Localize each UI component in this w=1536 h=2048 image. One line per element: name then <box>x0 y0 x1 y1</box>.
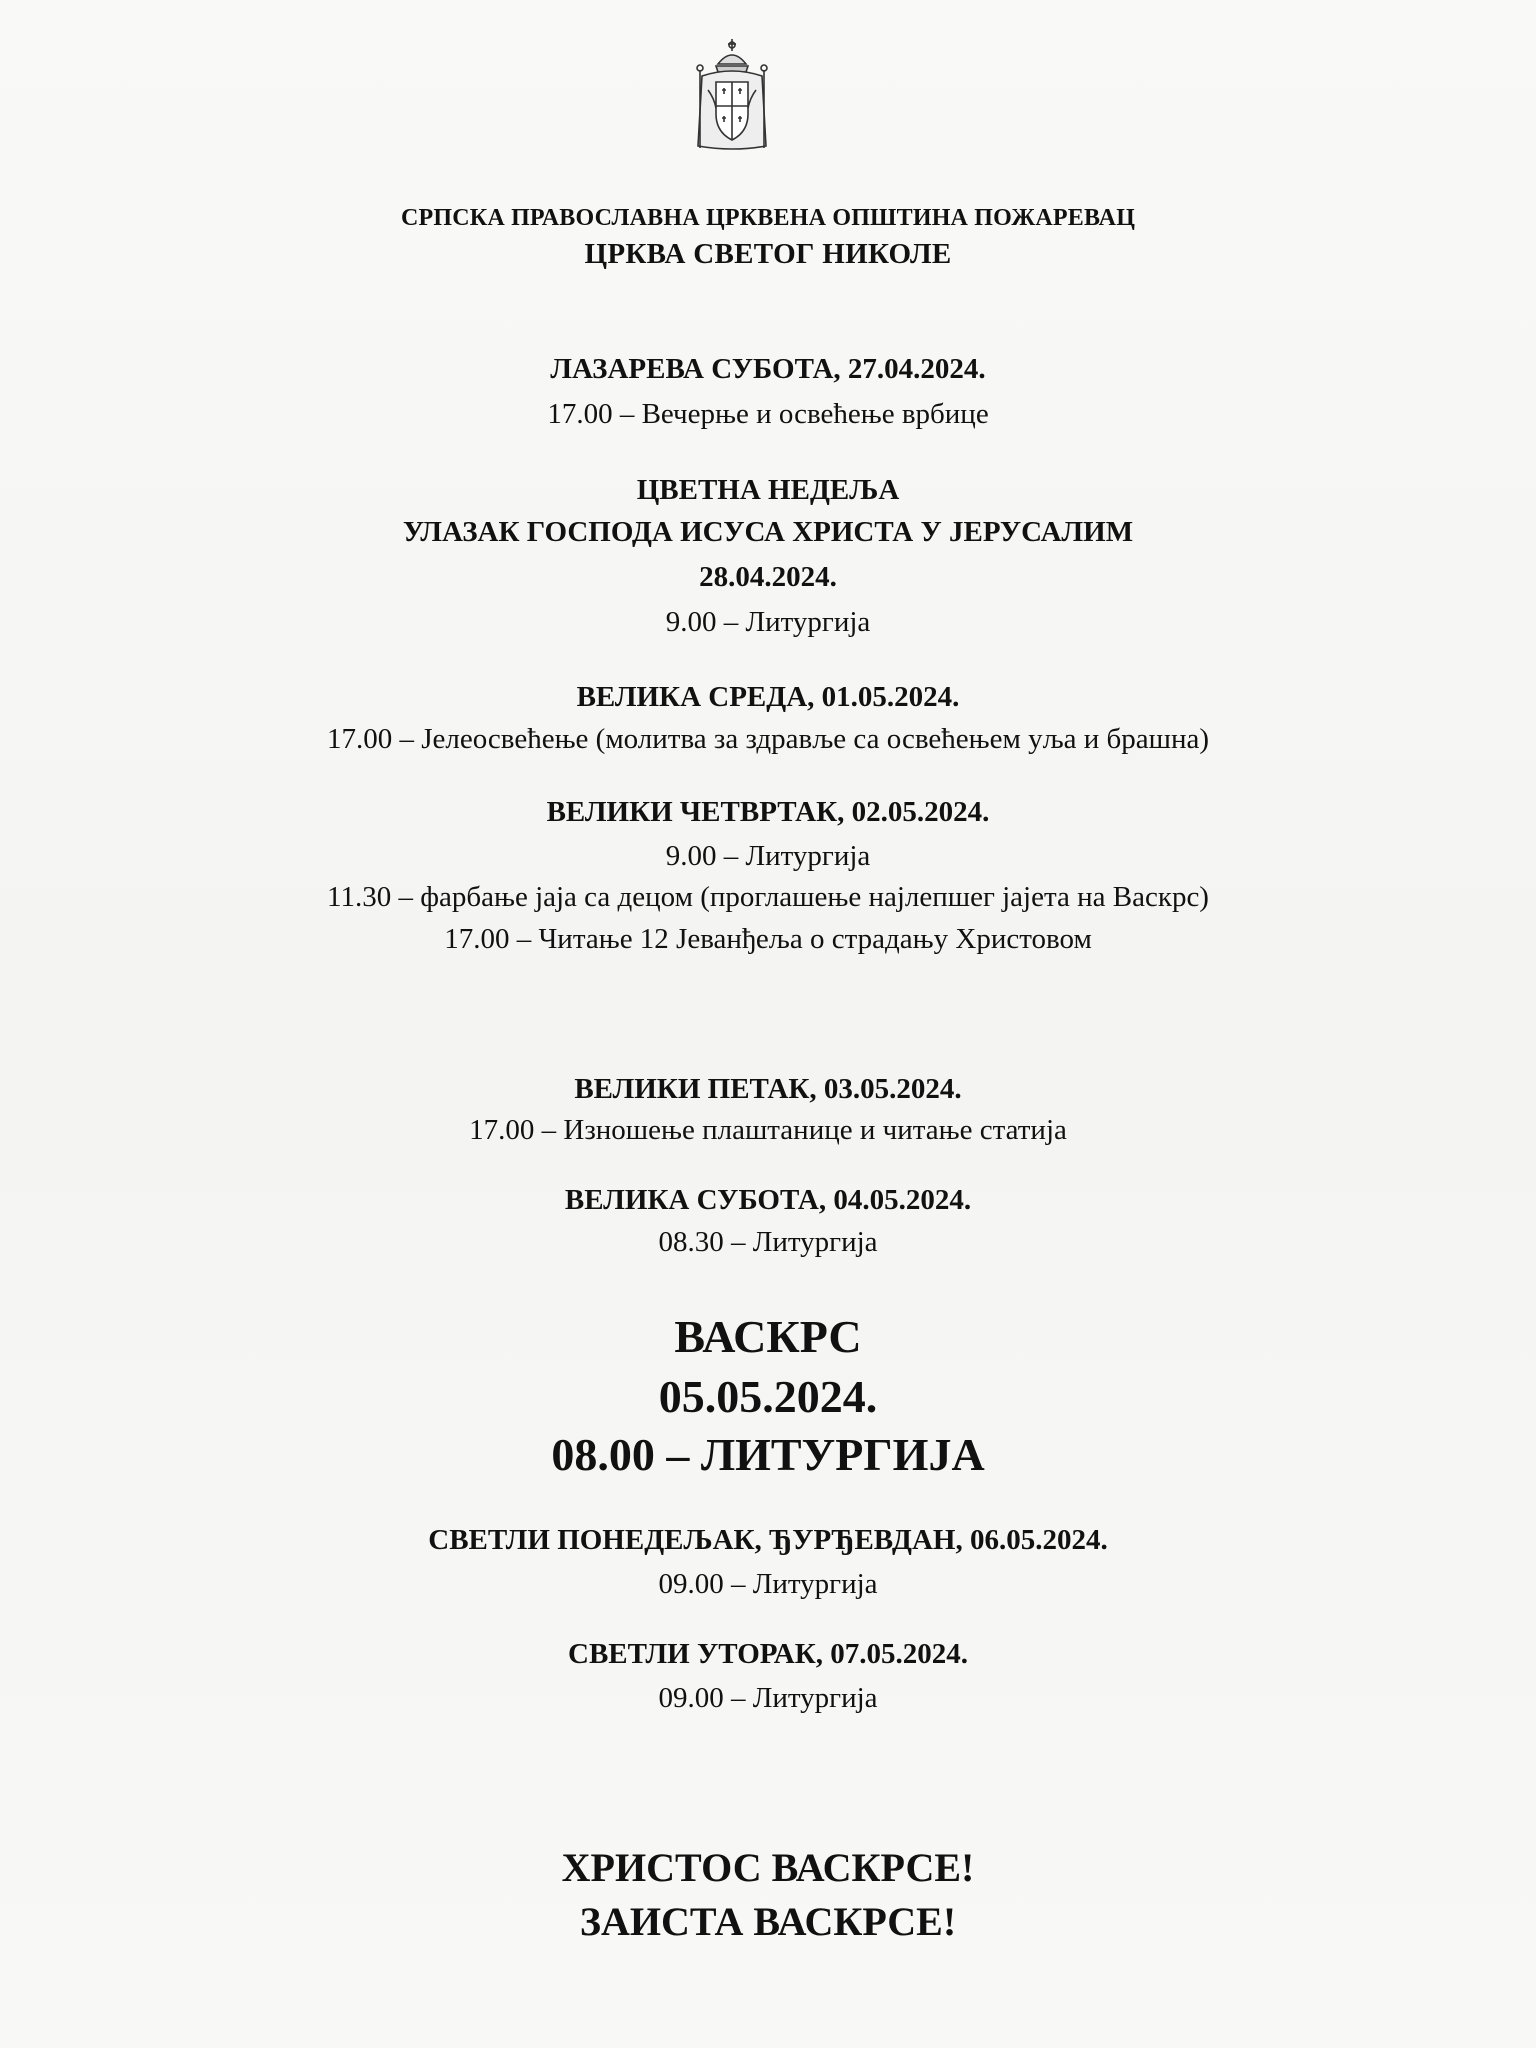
event-title: ЦВЕТНА НЕДЕЉА <box>636 474 900 506</box>
service-time: 11.30 – фарбање јаја са децом (проглашење најлепшег јајета на Васкрс) <box>327 881 1209 913</box>
service-time: 17.00 – Јелеосвећење (молитва за здравље са освећењем уља и брашна) <box>326 723 1210 755</box>
service-time: 17.00 – Изношење плаштанице и читање статија <box>469 1114 1067 1146</box>
church-name: ЦРКВА СВЕТОГ НИКОЛЕ <box>584 238 952 270</box>
organization-name: СРПСКА ПРАВОСЛАВНА ЦРКВЕНА ОПШТИНА ПОЖАРЕВАЦ <box>400 205 1136 231</box>
event-title: ВЕЛИКИ ПЕТАК, 03.05.2024. <box>574 1073 962 1105</box>
event-title: СВЕТЛИ УТОРАК, 07.05.2024. <box>568 1638 968 1670</box>
greeting-response: ЗАИСТА ВАСКРСЕ! <box>579 1899 957 1944</box>
service-time: 9.00 – Литургија <box>665 840 871 872</box>
greeting-line: ХРИСТОС ВАСКРСЕ! <box>561 1845 975 1890</box>
service-time: 09.00 – Литургија <box>658 1568 878 1600</box>
service-time: 08.30 – Литургија <box>658 1226 878 1258</box>
easter-date: 05.05.2024. <box>658 1371 878 1422</box>
event-title: ВЕЛИКА СРЕДА, 01.05.2024. <box>576 681 960 713</box>
event-title: ВЕЛИКИ ЧЕТВРТАК, 02.05.2024. <box>546 796 990 828</box>
service-time: 9.00 – Литургија <box>665 606 871 638</box>
easter-title: ВАСКРС <box>674 1311 862 1362</box>
service-time: 09.00 – Литургија <box>658 1682 878 1714</box>
event-title: ЛАЗАРЕВА СУБОТА, 27.04.2024. <box>550 353 986 385</box>
event-subtitle: УЛАЗАК ГОСПОДА ИСУСА ХРИСТА У ЈЕРУСАЛИМ <box>402 516 1134 548</box>
event-title: СВЕТЛИ ПОНЕДЕЉАК, ЂУРЂЕВДАН, 06.05.2024. <box>428 1524 1108 1556</box>
event-date: 28.04.2024. <box>699 561 837 593</box>
service-time: 17.00 – Читање 12 Јеванђеља о страдању Христовом <box>444 923 1092 955</box>
easter-service: 08.00 – ЛИТУРГИЈА <box>551 1429 985 1480</box>
serbian-church-coat-of-arms-icon <box>692 36 772 154</box>
service-time: 17.00 – Вечерње и освећење врбице <box>547 398 989 430</box>
event-title: ВЕЛИКА СУБОТА, 04.05.2024. <box>564 1184 972 1216</box>
